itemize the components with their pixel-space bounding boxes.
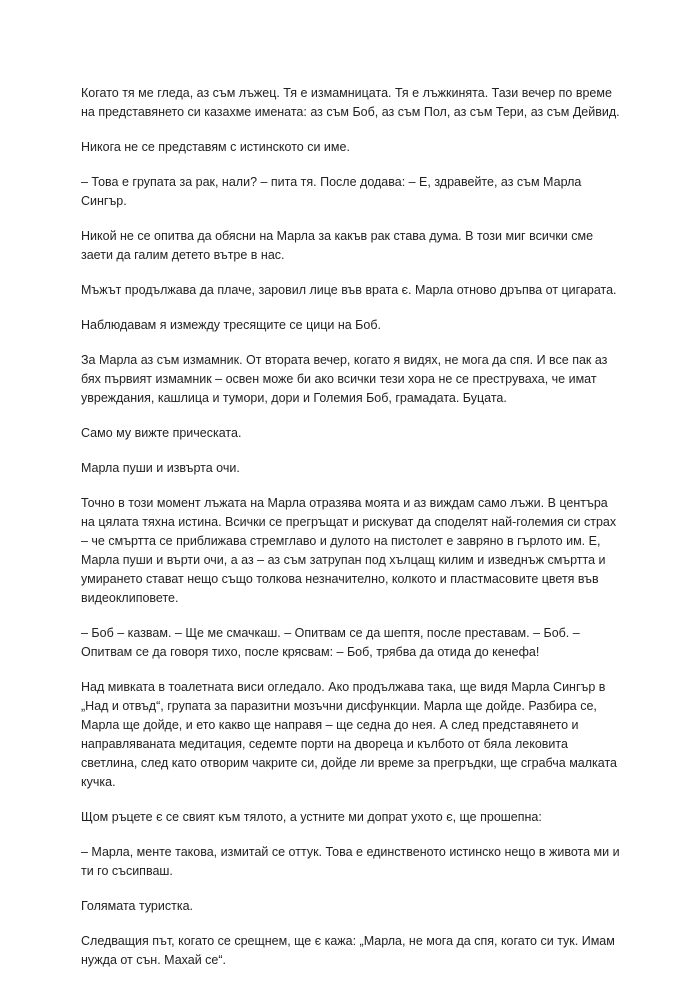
paragraph: Голямата туристка.	[81, 899, 194, 913]
paragraph: Наблюдавам я измежду тресящите се цици на Боб.	[81, 318, 381, 332]
paragraph: Следващия път, когато се срещнем, ще є кажа: „Марла, не мога да спя, когато си тук. Имам нужда от сън. Махай се“.	[81, 934, 615, 967]
paragraph: Точно в този момент лъжата на Марла отразява моята и аз виждам само лъжи. В центъра на цялата тяхна истина. Всички се прегръщат и рискуват да споделят най-големия си страх – че смъртта се приближава стремглаво и дулото на пистолет е завряно в гърлото им. Е, Марла пуши и върти очи, а аз – аз съм затрупан под хълцащ килим и изведнъж смъртта и умирането стават нещо също толкова незначително, колкото и пластмасовите цветя във видеоклиповете.	[81, 496, 617, 605]
paragraph: Щом ръцете є се свият към тялото, а устните ми допрат ухото є, ще прошепна:	[81, 810, 542, 824]
paragraph: Над мивката в тоалетната виси огледало. Ако продължава така, ще видя Марла Сингър в „Над и отвъд“, групата за паразитни мозъчни дисфункции. Марла ще дойде. Разбира се, Марла ще дойде, и ето какво ще направя – ще седна до нея. А след представянето и направляваната медитация, седемте порти на двореца и кълбото от бяла лековита светлина, след като отворим чакрите си, дойде ли време за прегръдки, ще сграбча малката кучка.	[81, 680, 618, 789]
document-body	[81, 84, 621, 986]
paragraph: – Марла, менте такова, измитай се оттук. Това е единственото истинско нещо в живота ми и ти го съсипваш.	[81, 845, 620, 878]
paragraph: Никога не се представям с истинското си име.	[81, 140, 350, 154]
paragraph: За Марла аз съм измамник. От втората вечер, когато я видях, не мога да спя. И все пак аз бях първият измамник – освен може би ако всички тези хора не се преструваха, че имат увреждания, кашлица и тумори, дори и Големия Боб, грамадата. Буцата.	[81, 353, 608, 405]
paragraph: Само му вижте прическата.	[81, 426, 242, 440]
paragraph: Мъжът продължава да плаче, заровил лице във врата є. Марла отново дръпва от цигарата.	[81, 283, 617, 297]
paragraph: – Това е групата за рак, нали? – пита тя. После додава: – Е, здравейте, аз съм Марла Сингър.	[81, 175, 582, 208]
paragraph: Когато тя ме гледа, аз съм лъжец. Тя е измамницата. Тя е лъжкинята. Тази вечер по време на представянето си казахме имената: аз съм Боб, аз съм Пол, аз съм Тери, аз съм Дейвид.	[81, 86, 620, 119]
paragraph: – Боб – казвам. – Ще ме смачкаш. – Опитвам се да шептя, после преставам. – Боб. – Опитвам се да говоря тихо, после крясвам: – Боб, трябва да отида до кенефа!	[81, 626, 580, 659]
paragraph: Марла пуши и извърта очи.	[81, 461, 240, 475]
paragraph: Никой не се опитва да обясни на Марла за какъв рак става дума. В този миг всички сме заети да галим детето вътре в нас.	[81, 229, 594, 262]
